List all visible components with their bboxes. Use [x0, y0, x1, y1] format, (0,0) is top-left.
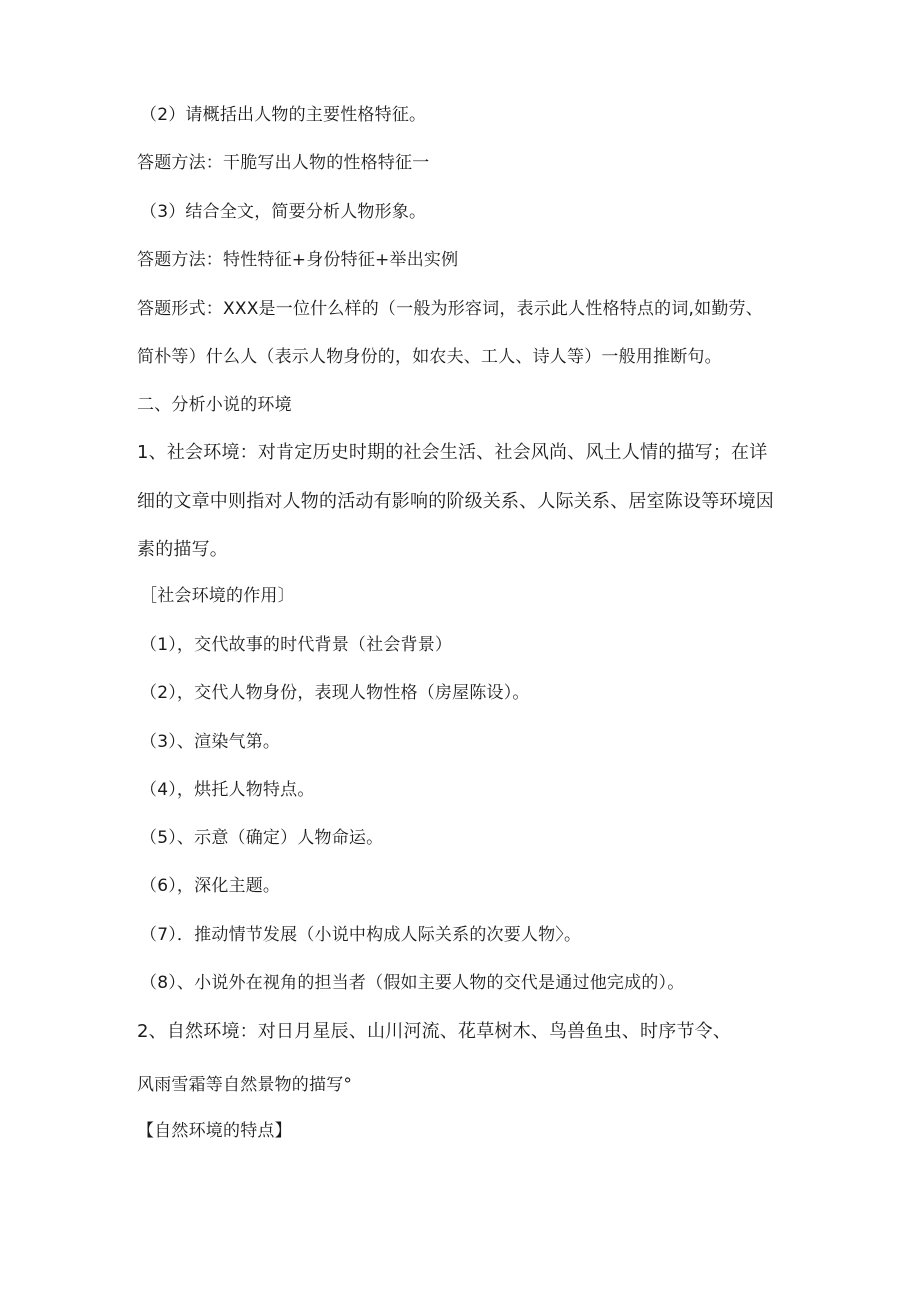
role-item-3: （3）、渲染气第。 — [140, 732, 281, 752]
social-environment-line-2: 细的文章中则指对人物的活动有影响的阶级关系、人际关系、居室陈设等环境因 — [137, 491, 774, 512]
question-3: （3）结合全文，简要分析人物形象。 — [140, 202, 427, 222]
social-environment-line-3: 素的描写。 — [137, 539, 228, 560]
role-item-1: （1），交代故事的时代背景（社会背景） — [140, 635, 453, 655]
answer-form-line-1: 答题形式：XXX是一位什么样的（一般为形容词，表示此人性格特点的词,如勤劳、 — [137, 299, 763, 319]
role-item-5: （5）、示意（确定）人物命运。 — [140, 828, 384, 848]
role-item-8: （8）、小说外在视角的担当者（假如主要人物的交代是通过他完成的）。 — [140, 973, 685, 993]
role-item-7: （7）．推动情节发展（小说中构成人际关系的次要人物〉。 — [140, 925, 582, 945]
natural-environment-line-1: 2、自然环境：对日月星辰、山川河流、花草树木、鸟兽鱼虫、时序节令、 — [137, 1021, 732, 1042]
answer-method-3: 答题方法：特性特征+身份特征+举出实例 — [137, 250, 459, 270]
role-item-4: （4），烘托人物特点。 — [140, 780, 315, 800]
question-2: （2）请概括出人物的主要性格特征。 — [140, 105, 427, 125]
social-environment-role-heading: ［社会环境的作用〕 — [140, 586, 295, 606]
answer-method-2: 答题方法：干脆写出人物的性格特征一 — [137, 153, 430, 173]
role-item-6: （6），深化主题。 — [140, 876, 281, 896]
social-environment-line-1: 1、社会环境：对肯定历史时期的社会生活、社会风尚、风土人情的描写；在详 — [137, 442, 768, 463]
role-item-2: （2），交代人物身份，表现人物性格（房屋陈设）。 — [140, 683, 530, 703]
natural-environment-line-2: 风雨雪霜等自然景物的描写° — [137, 1075, 353, 1095]
section-heading-environment: 二、分析小说的环境 — [137, 395, 292, 415]
answer-form-line-2: 简朴等）什么人（表示人物身份的，如农夫、工人、诗人等）一般用推断句。 — [137, 347, 722, 367]
natural-environment-features-heading: 【自然环境的特点】 — [137, 1121, 292, 1141]
